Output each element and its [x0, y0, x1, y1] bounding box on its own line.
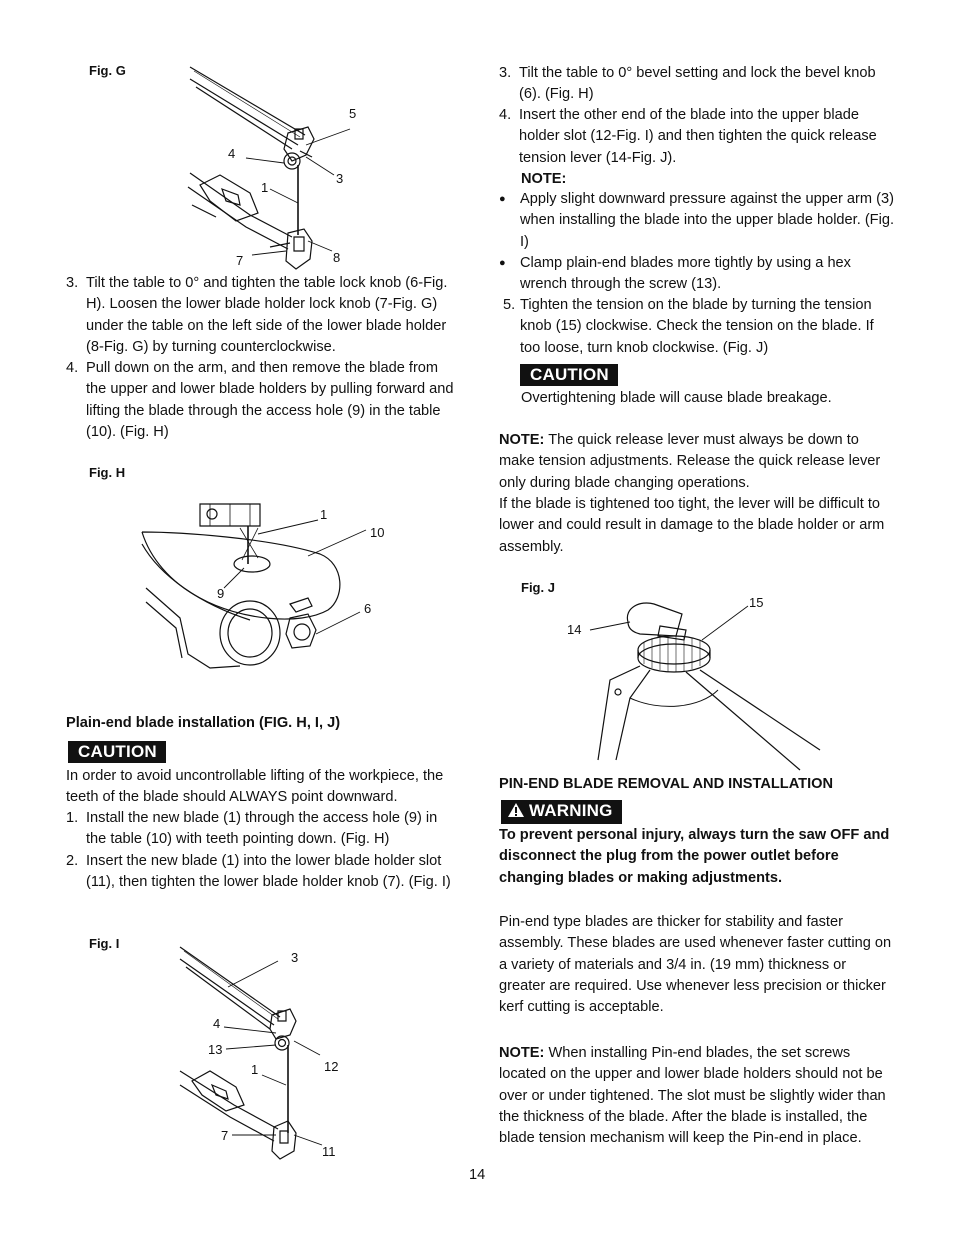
caution-text-right: Overtightening blade will cause blade breakage. [521, 390, 832, 406]
pin-end-note [499, 1043, 894, 1149]
warning-label: WARNING [529, 801, 613, 820]
bullet-text: Clamp plain-end blades more tightly by using a hex wrench through the screw (13). [520, 255, 851, 293]
fig-i-callout-3: 3 [291, 950, 299, 965]
fig-j-callout-15: 15 [749, 595, 764, 610]
fig-j-illustration [590, 600, 820, 770]
fig-i-callout-7: 7 [221, 1128, 229, 1143]
fig-g-callout-8: 8 [333, 250, 341, 265]
note-label: NOTE: [499, 432, 545, 448]
step-text: Tighten the tension on the blade by turning the tension knob (15) clockwise. Check the tension on the blade. If too loose, turn knob clockwise. (Fig. J) [520, 297, 874, 356]
fig-h-callout-10: 10 [370, 525, 385, 540]
fig-h-callout-6: 6 [364, 601, 372, 616]
note-text: The quick release lever must always be down to make tension adjustments. Release the quick release lever only during blade changing operations. [499, 432, 881, 491]
step-text: Tilt the table to 0° and tighten the table lock knob (6-Fig. H). Loosen the lower blade holder lock knob (7-Fig. G) under the table on the left side of the lower blade holder (8-Fig. G) by turning counterclockwise. [86, 275, 448, 355]
overtight-note: If the blade is tightened too tight, the lever will be difficult to lower and could result in damage to the blade holder or arm assembly. [499, 496, 885, 555]
page-number: 14 [469, 1167, 486, 1183]
step-number: 2. [66, 853, 79, 869]
fig-h-illustration [140, 498, 350, 678]
step-text: Pull down on the arm, and then remove the blade from the upper and lower blade holders by pulling forward and lifting the blade through the access hole (9) in the table (10). (Fig. H) [86, 360, 454, 440]
fig-g-callout-3: 3 [336, 171, 344, 186]
left-step-3 [66, 273, 461, 358]
caution-banner-right: CAUTION [520, 364, 618, 386]
step-text: Tilt the table to 0° bevel setting and lock the bevel knob (6). (Fig. H) [519, 65, 876, 103]
bullet-dot: ● [499, 257, 506, 269]
fig-g-callout-7: 7 [236, 253, 244, 268]
fig-g-callout-5: 5 [349, 106, 357, 121]
left-step-1 [66, 808, 461, 851]
fig-g-callout-1: 1 [261, 180, 269, 195]
warning-text: To prevent personal injury, always turn the saw OFF and disconnect the plug from the power outlet before changing blades or making adjustments. [499, 827, 890, 886]
fig-i-label: Fig. I [89, 936, 120, 951]
fig-j-label: Fig. J [521, 580, 555, 595]
fig-g-label: Fig. G [89, 63, 126, 78]
step-text: Insert the new blade (1) into the lower blade holder slot (11), then tighten the lower blade holder knob (7). (Fig. I) [86, 853, 451, 891]
fig-j-callout-14: 14 [567, 622, 582, 637]
step-text: Install the new blade (1) through the access hole (9) in the table (10) with teeth pointing down. (Fig. H) [86, 810, 438, 848]
note-text: When installing Pin-end blades, the set screws located on the upper and lower blade holders should not be over or under tightened. The slot must be slightly wider than the thickness of the blade. After the blade is installed, the blade tension mechanism will keep the Pin-end in place. [499, 1045, 886, 1147]
right-step-3 [499, 63, 894, 106]
fig-i-callout-1: 1 [251, 1062, 259, 1077]
step-number: 3. [66, 275, 79, 291]
caution-banner-left: CAUTION [68, 741, 166, 763]
warning-banner [501, 800, 622, 824]
note-label: NOTE: [521, 171, 567, 187]
step-number: 3. [499, 65, 512, 81]
step-number: 4. [66, 360, 79, 376]
fig-i-callout-11: 11 [322, 1144, 336, 1159]
bullet-text: Apply slight downward pressure against the upper arm (3) when installing the blade into the upper blade holder. (Fig. I) [520, 191, 895, 250]
step-number: 1. [66, 810, 79, 826]
fig-i-illustration [178, 945, 318, 1160]
fig-h-callout-1: 1 [320, 507, 328, 522]
right-step-5 [503, 295, 894, 359]
fig-g-illustration [180, 65, 380, 275]
quick-release-note [499, 430, 894, 494]
right-step-4 [499, 105, 894, 169]
left-step-2 [66, 851, 461, 894]
left-step-4 [66, 358, 461, 443]
fig-i-callout-12: 12 [324, 1059, 339, 1074]
plain-end-heading: Plain-end blade installation (FIG. H, I, J) [66, 715, 341, 731]
fig-h-label: Fig. H [89, 465, 126, 480]
warning-triangle-icon [507, 802, 525, 824]
note-label: NOTE: [499, 1045, 545, 1061]
bullet-dot: ● [499, 193, 506, 205]
step-number: 4. [499, 107, 512, 123]
fig-g-callout-4: 4 [228, 146, 236, 161]
fig-i-callout-4: 4 [213, 1016, 221, 1031]
fig-h-callout-9: 9 [217, 586, 225, 601]
step-number: 5. [503, 297, 516, 313]
pin-end-heading: PIN-END BLADE REMOVAL AND INSTALLATION [499, 776, 834, 792]
step-text: Insert the other end of the blade into the upper blade holder slot (12-Fig. I) and then tighten the quick release tension lever (14-Fig. J). [519, 107, 877, 166]
bullet-2 [499, 253, 894, 296]
fig-i-callout-13: 13 [208, 1042, 223, 1057]
pin-end-paragraph: Pin-end type blades are thicker for stability and faster assembly. These blades are used whenever faster cutting on a variety of materials and 3/4 in. (19 mm) thickness or greater are required. Use whenever less precision or thicker kerf cutting is acceptable. [499, 914, 892, 1016]
bullet-1 [499, 189, 894, 253]
caution-text-left: In order to avoid uncontrollable lifting of the workpiece, the teeth of the blade should ALWAYS point downward. [66, 768, 444, 806]
